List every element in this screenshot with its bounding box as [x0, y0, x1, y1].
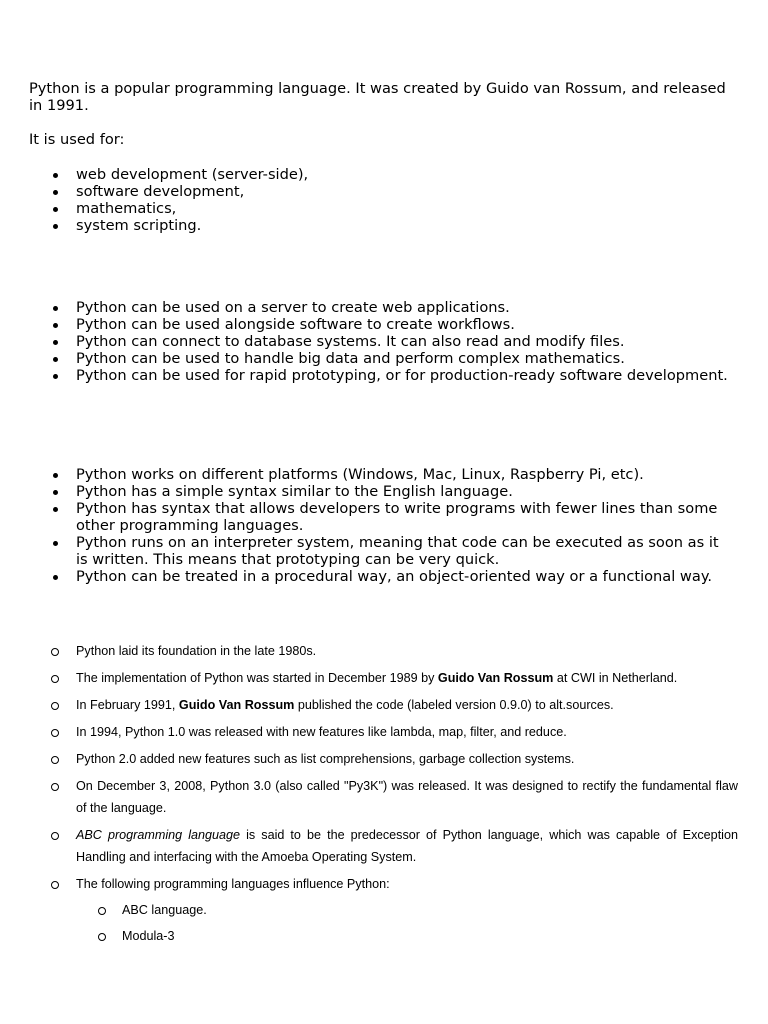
bullet-icon	[53, 473, 58, 478]
bullet-icon	[53, 323, 58, 328]
list-item: Python has syntax that allows developers to write programs with fewer lines than some other programming languages.	[0, 500, 768, 534]
history-item: On December 3, 2008, Python 3.0 (also called "Py3K") was released. It was designed to rectify the fundamental flaw of the language.	[0, 775, 768, 819]
bullet-icon	[53, 173, 58, 178]
list-item: Python can be treated in a procedural way, an object-oriented way or a functional way.	[0, 568, 768, 585]
bullet-icon	[53, 224, 58, 229]
list-item: Python can be used to handle big data and perform complex mathematics.	[0, 350, 768, 367]
list-item: web development (server-side),	[0, 166, 768, 183]
bullet-icon	[53, 575, 58, 580]
list-item: Python can be used alongside software to create workflows.	[0, 316, 768, 333]
bullet-icon	[53, 374, 58, 379]
bullet-icon	[53, 490, 58, 495]
author-name: Guido Van Rossum	[437, 671, 554, 685]
circle-bullet-icon	[51, 702, 59, 710]
circle-bullet-icon	[51, 832, 59, 840]
list-item: software development,	[0, 183, 768, 200]
history-item: Python 2.0 added new features such as list comprehensions, garbage collection systems.	[0, 748, 768, 770]
history-item: In 1994, Python 1.0 was released with new features like lambda, map, filter, and reduce.	[0, 721, 768, 743]
circle-bullet-icon	[51, 783, 59, 791]
author-name: Guido Van Rossum	[178, 698, 295, 712]
history-item: The following programming languages influence Python: ABC language. Modula-3	[0, 873, 768, 947]
list-item: Python can be used for rapid prototyping, or for production-ready software development.	[0, 367, 768, 384]
circle-bullet-icon	[51, 756, 59, 764]
bullet-icon	[53, 507, 58, 512]
circle-bullet-icon	[51, 729, 59, 737]
circle-bullet-icon	[98, 907, 106, 915]
list-item: mathematics,	[0, 200, 768, 217]
bullet-icon	[53, 541, 58, 546]
uses-list	[0, 166, 768, 234]
bullet-icon	[53, 357, 58, 362]
abc-language-name: ABC programming language	[76, 828, 241, 842]
list-item: Python has a simple syntax similar to the English language.	[0, 483, 768, 500]
influences-list	[76, 899, 738, 947]
list-item: system scripting.	[0, 217, 768, 234]
history-item: In February 1991, Guido Van Rossum published the code (labeled version 0.9.0) to alt.sources.	[0, 694, 768, 716]
capabilities-list	[0, 299, 768, 384]
list-item: Python can connect to database systems. It can also read and modify files.	[0, 333, 768, 350]
history-item: The implementation of Python was started in December 1989 by Guido Van Rossum at CWI in Netherland.	[0, 667, 768, 689]
used-for-heading: It is used for:	[29, 131, 125, 148]
circle-bullet-icon	[98, 933, 106, 941]
bullet-icon	[53, 207, 58, 212]
history-item: ABC programming language is said to be the predecessor of Python language, which was capable of Exception Handling and interfacing with the Amoeba Operating System.	[0, 824, 768, 868]
history-list	[0, 640, 768, 952]
influence-item: Modula-3	[76, 925, 738, 947]
circle-bullet-icon	[51, 881, 59, 889]
circle-bullet-icon	[51, 648, 59, 656]
list-item: Python runs on an interpreter system, meaning that code can be executed as soon as it is written. This means that prototyping can be very quick.	[0, 534, 768, 568]
circle-bullet-icon	[51, 675, 59, 683]
list-item: Python can be used on a server to create web applications.	[0, 299, 768, 316]
influence-item: ABC language.	[76, 899, 738, 921]
bullet-icon	[53, 190, 58, 195]
why-python-list	[0, 466, 768, 585]
list-item: Python works on different platforms (Windows, Mac, Linux, Raspberry Pi, etc).	[0, 466, 768, 483]
intro-paragraph: Python is a popular programming language. It was created by Guido van Rossum, and released in 1991.	[29, 80, 726, 114]
bullet-icon	[53, 306, 58, 311]
bullet-icon	[53, 340, 58, 345]
history-item: Python laid its foundation in the late 1980s.	[0, 640, 768, 662]
